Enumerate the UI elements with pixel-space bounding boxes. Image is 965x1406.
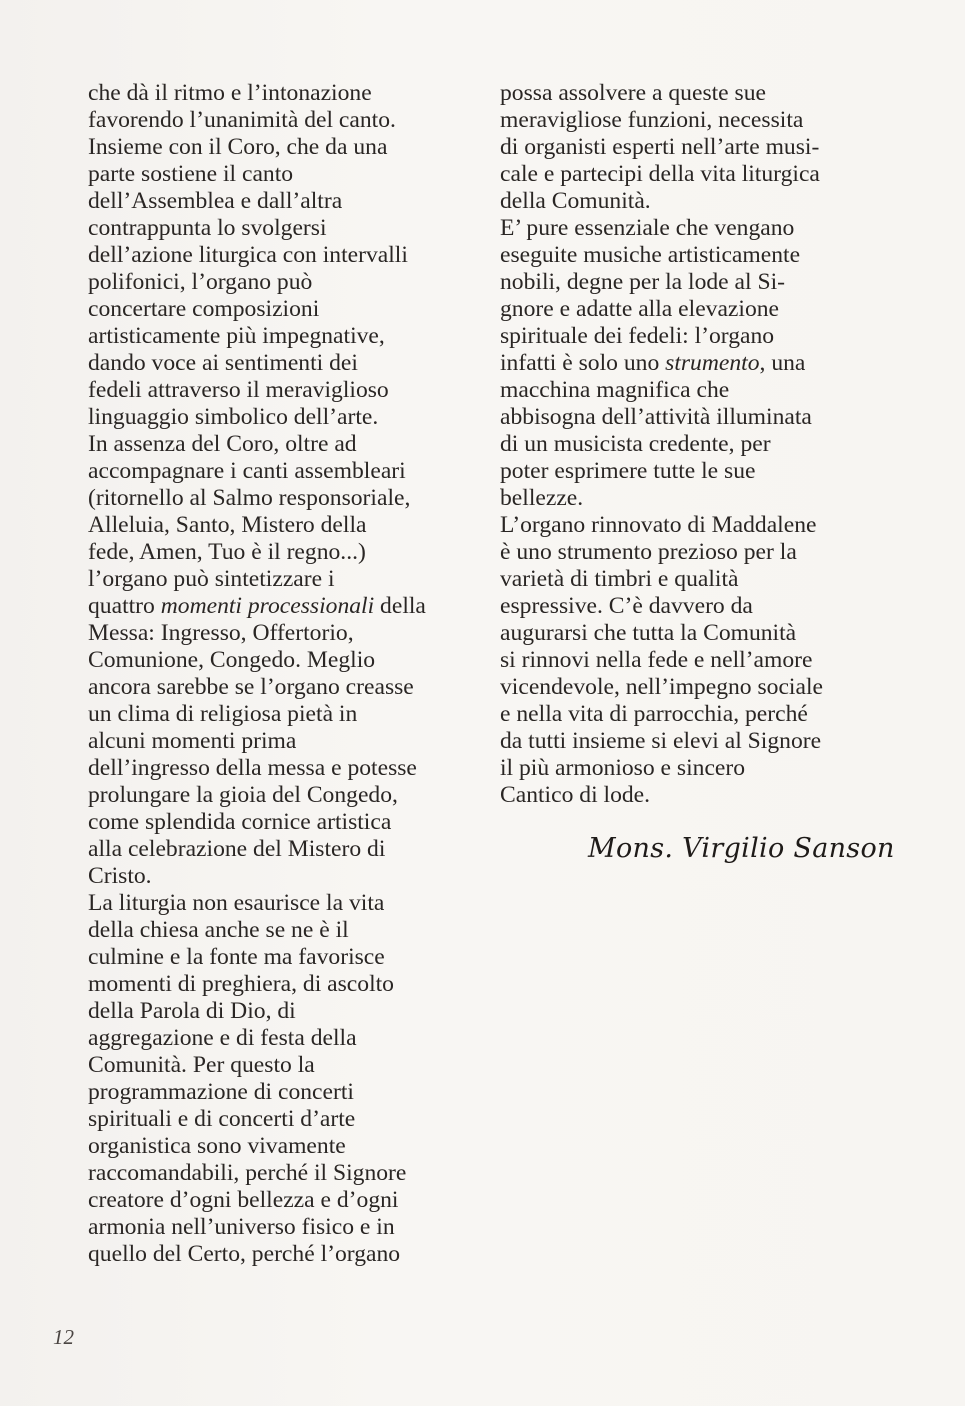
text-line: si rinnovi nella fede e nell’amore (500, 647, 813, 673)
text-line: Comunione, Congedo. Meglio (88, 647, 376, 673)
text-line: programmazione di concerti (88, 1079, 354, 1105)
text-line: aggregazione e di festa della (88, 1025, 357, 1051)
text-line: nobili, degne per la lode al Si- (500, 269, 786, 295)
text-line: della Parola di Dio, di (88, 998, 296, 1024)
page-number: 12 (53, 1325, 74, 1349)
text-line: dell’ingresso della messa e potesse (88, 755, 417, 781)
text-line: poter esprimere tutte le sue (500, 458, 756, 484)
text-line: varietà di timbri e qualità (500, 566, 739, 592)
text-line: contrappunta lo svolgersi (88, 215, 327, 241)
text-line: dell’azione liturgica con intervalli (88, 242, 408, 268)
text-line: raccomandabili, perché il Signore (88, 1160, 407, 1186)
text-line: Alleluia, Santo, Mistero della (88, 512, 367, 538)
text-line: della chiesa anche se ne è il (88, 917, 349, 943)
text-line: cale e partecipi della vita liturgica (500, 161, 820, 187)
text-line: momenti di preghiera, di ascolto (88, 971, 394, 997)
text-line: eseguite musiche artisticamente (500, 242, 801, 268)
text-line: creatore d’ogni bellezza e d’ogni (88, 1187, 399, 1213)
text-line: il più armonioso e sincero (500, 755, 746, 781)
text-line: Insieme con il Coro, che da una (88, 134, 388, 160)
text-line: La liturgia non esaurisce la vita (88, 890, 385, 916)
text-line: infatti è solo uno strumento, una (500, 350, 806, 376)
text-line: parte sostiene il canto (88, 161, 294, 187)
text-line: Messa: Ingresso, Offertorio, (88, 620, 354, 646)
text-line: culmine e la fonte ma favorisce (88, 944, 385, 970)
text-line: accompagnare i canti assembleari (88, 458, 406, 484)
author-signature: Mons. Virgilio Sanson (588, 833, 895, 864)
text-line: di un musicista credente, per (500, 431, 771, 457)
text-line: possa assolvere a queste sue (500, 80, 767, 106)
text-line: L’organo rinnovato di Maddalene (500, 512, 817, 538)
text-line: l’organo può sintetizzare i (88, 566, 335, 592)
text-line: Cantico di lode. (500, 782, 651, 808)
text-line: un clima di religiosa pietà in (88, 701, 358, 727)
text-line: bellezze. (500, 485, 584, 511)
text-line: Comunità. Per questo la (88, 1052, 315, 1078)
text-line: favorendo l’unanimità del canto. (88, 107, 396, 133)
text-line: meravigliose funzioni, necessita (500, 107, 804, 133)
right-text-column (500, 80, 890, 809)
text-line: quello del Certo, perché l’organo (88, 1241, 401, 1267)
text-line: fedeli attraverso il meraviglioso (88, 377, 389, 403)
text-line: In assenza del Coro, oltre ad (88, 431, 357, 457)
text-line: armonia nell’universo fisico e in (88, 1214, 395, 1240)
text-line: E’ pure essenziale che vengano (500, 215, 795, 241)
text-line: prolungare la gioia del Congedo, (88, 782, 398, 808)
text-line: gnore e adatte alla elevazione (500, 296, 780, 322)
text-line: ancora sarebbe se l’organo creasse (88, 674, 414, 700)
text-line: spirituali e di concerti d’arte (88, 1106, 356, 1132)
text-line: espressive. C’è davvero da (500, 593, 753, 619)
text-line: polifonici, l’organo può (88, 269, 313, 295)
text-line: alla celebrazione del Mistero di (88, 836, 386, 862)
text-line: dell’Assemblea e dall’altra (88, 188, 343, 214)
text-line: da tutti insieme si elevi al Signore (500, 728, 822, 754)
text-line: concertare composizioni (88, 296, 320, 322)
text-line: organistica sono vivamente (88, 1133, 346, 1159)
text-line: è uno strumento prezioso per la (500, 539, 797, 565)
text-line: augurarsi che tutta la Comunità (500, 620, 797, 646)
text-line: vicendevole, nell’impegno sociale (500, 674, 823, 700)
text-line: di organisti esperti nell’arte musi- (500, 134, 820, 160)
text-line: alcuni momenti prima (88, 728, 297, 754)
text-line: fede, Amen, Tuo è il regno...) (88, 539, 366, 565)
text-line: (ritornello al Salmo responsoriale, (88, 485, 411, 511)
text-line: quattro momenti processionali della (88, 593, 426, 619)
text-line: come splendida cornice artistica (88, 809, 392, 835)
text-line: dando voce ai sentimenti dei (88, 350, 358, 376)
text-line: spirituale dei fedeli: l’organo (500, 323, 775, 349)
text-line: macchina magnifica che (500, 377, 730, 403)
text-line: che dà il ritmo e l’intonazione (88, 80, 372, 106)
text-line: abbisogna dell’attività illuminata (500, 404, 812, 430)
text-line: artisticamente più impegnative, (88, 323, 385, 349)
left-text-column (88, 80, 483, 1268)
text-line: Cristo. (88, 863, 152, 889)
text-line: linguaggio simbolico dell’arte. (88, 404, 379, 430)
text-line: e nella vita di parrocchia, perché (500, 701, 808, 727)
text-line: della Comunità. (500, 188, 651, 214)
